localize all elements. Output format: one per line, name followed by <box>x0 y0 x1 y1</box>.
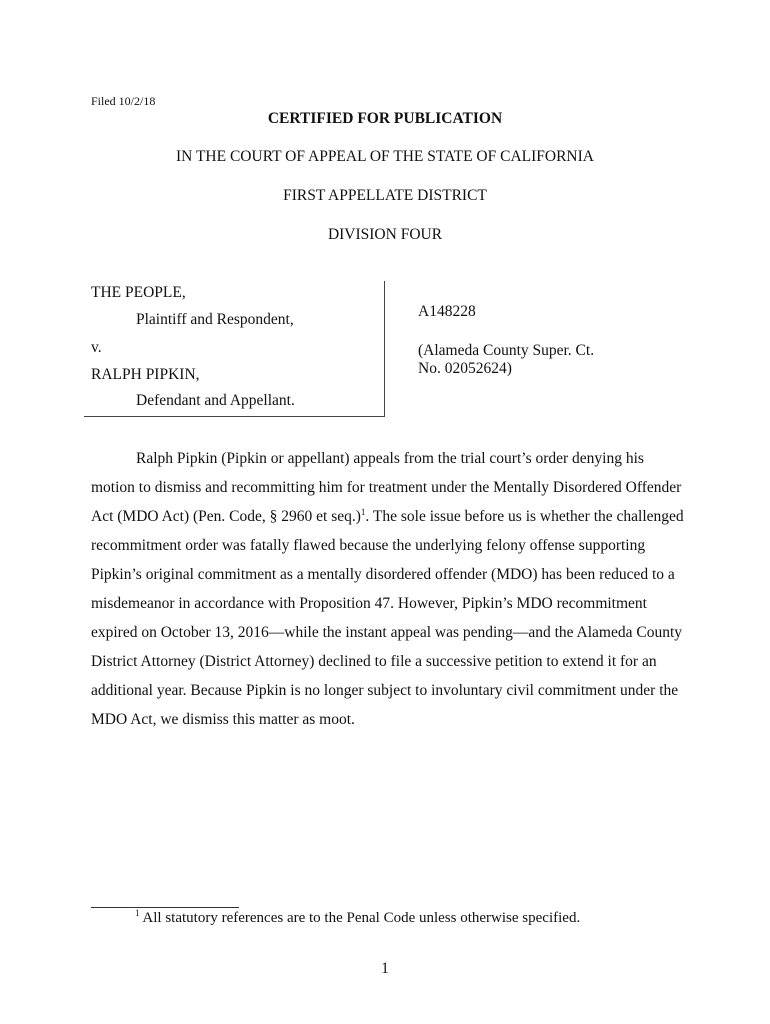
defendant-name: RALPH PIPKIN, <box>91 366 200 383</box>
footnote-reference[interactable]: 1 <box>360 506 366 517</box>
plaintiff-role: Plaintiff and Respondent, <box>136 311 294 328</box>
court-name: IN THE COURT OF APPEAL OF THE STATE OF CALIFORNIA <box>176 148 594 165</box>
opening-paragraph <box>91 444 691 734</box>
division-name: DIVISION FOUR <box>327 226 443 243</box>
paragraph-part1: Ralph Pipkin (Pipkin or appellant) appeals from the trial court’s order denying his motion to dismiss and recommitting him for treatment under the Mentally Disordered Offender Act (MDO Act) (Pen. Code, § 2960 et seq.) <box>91 450 682 525</box>
caption-horizontal-rule <box>84 416 385 417</box>
filed-date: Filed 10/2/18 <box>91 94 156 108</box>
plaintiff-name: THE PEOPLE, <box>91 284 186 301</box>
certified-heading: CERTIFIED FOR PUBLICATION <box>267 110 503 127</box>
defendant-role: Defendant and Appellant. <box>136 392 295 409</box>
opinion-body <box>91 444 691 734</box>
lower-court-line1: (Alameda County Super. Ct. <box>418 342 595 359</box>
paragraph-part2: . The sole issue before us is whether the challenged recommitment order was fatally flawed because the underlying felony offense supporting Pipkin’s original commitment as a mentally disordered offender (MDO) has been reduced to a misdemeanor in accordance with Proposition 47. However, Pipkin’s MDO recommitment expired on October 13, 2016—while the instant appeal was pending—and the Alameda County District Attorney (District Attorney) declined to file a successive petition to extend it for an additional year. Because Pipkin is no longer subject to involuntary civil commitment under the MDO Act, we dismiss this matter as moot. <box>91 508 684 728</box>
footnote-number: 1 <box>135 908 140 918</box>
footnote-separator <box>91 907 239 908</box>
lower-court-line2: No. 02052624) <box>418 360 512 377</box>
footnote-text: All statutory references are to the Penal Code unless otherwise specified. <box>139 910 581 926</box>
district-name: FIRST APPELLATE DISTRICT <box>283 187 487 204</box>
case-number: A148228 <box>418 303 476 320</box>
versus: v. <box>91 339 102 356</box>
page-number: 1 <box>381 960 389 977</box>
footnote <box>135 910 580 927</box>
caption-vertical-rule <box>384 281 385 417</box>
